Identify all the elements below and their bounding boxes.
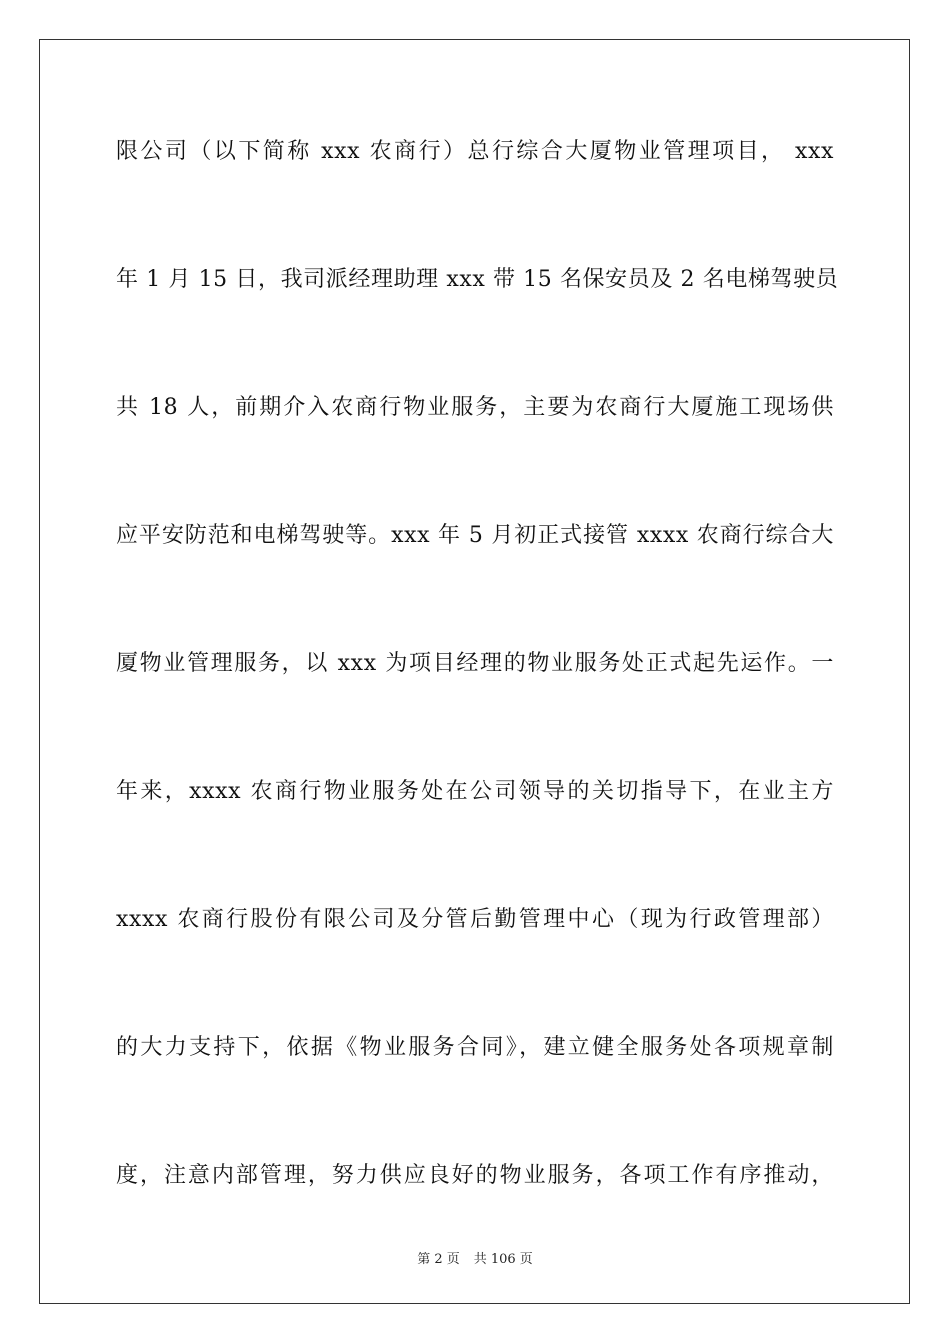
page-total: 共 106 页	[473, 1252, 533, 1267]
body-line-3: 共 18 人，前期介入农商行物业服务，主要为农商行大厦施工现场供	[116, 395, 834, 420]
body-line-1: 限公司（以下简称 xxx 农商行）总行综合大厦物业管理项目， xxx	[116, 139, 834, 164]
body-line-8: 的大力支持下，依据《物业服务合同》，建立健全服务处各项规章制	[116, 1035, 834, 1060]
body-line-6: 年来，xxxx 农商行物业服务处在公司领导的关切指导下，在业主方	[116, 779, 834, 804]
body-line-2: 年 1 月 15 日，我司派经理助理 xxx 带 15 名保安员及 2 名电梯驾驶员	[116, 267, 839, 292]
body-line-5: 厦物业管理服务，以 xxx 为项目经理的物业服务处正式起先运作。一	[116, 651, 834, 676]
body-line-4: 应平安防范和电梯驾驶等。xxx 年 5 月初正式接管 xxxx 农商行综合大	[116, 523, 834, 548]
page-footer	[0, 1248, 950, 1267]
body-line-9: 度，注意内部管理，努力供应良好的物业服务，各项工作有序推动，	[116, 1163, 834, 1188]
page-number: 第 2 页	[417, 1252, 460, 1267]
body-line-7: xxxx 农商行股份有限公司及分管后勤管理中心（现为行政管理部）	[116, 907, 834, 932]
document-body	[116, 130, 839, 1282]
